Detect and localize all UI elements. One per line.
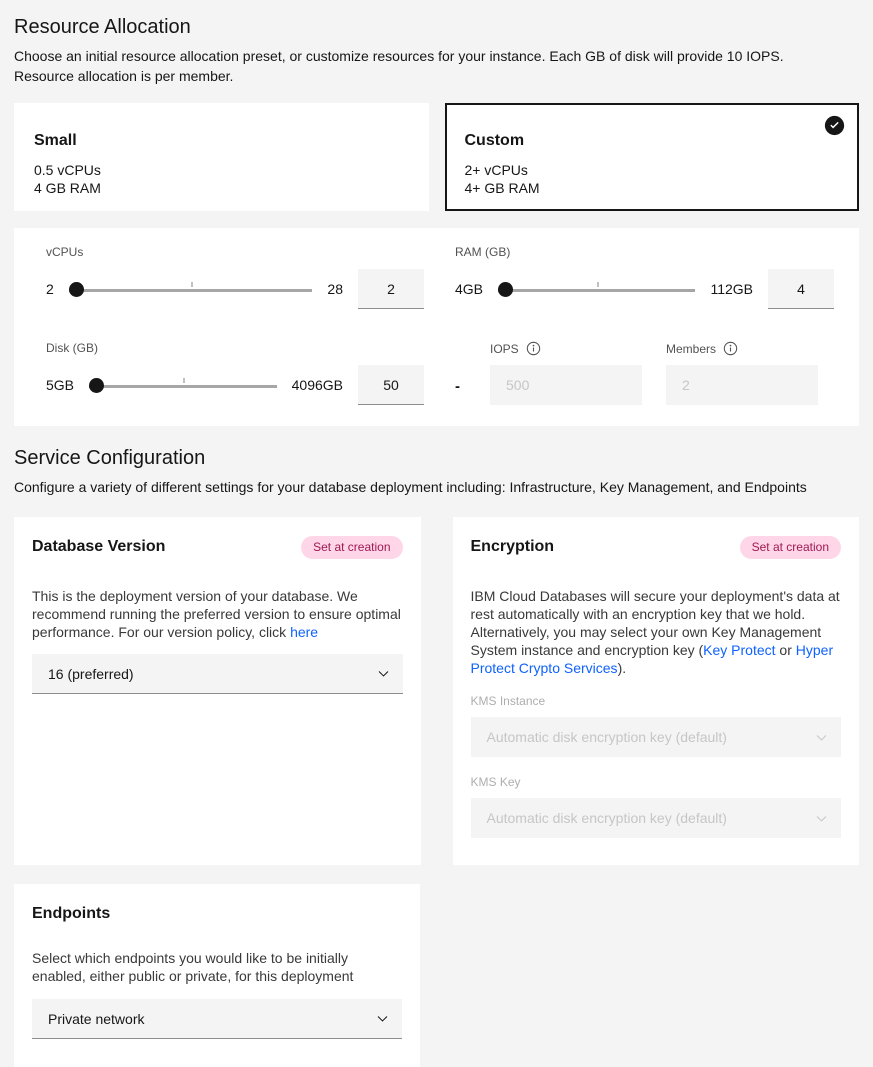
kms-key-dropdown	[471, 798, 842, 838]
preset-small-ram: 4 GB RAM	[34, 180, 101, 196]
chevron-down-icon	[815, 812, 828, 825]
ram-min-label: 4GB	[455, 281, 484, 297]
disk-slider-group	[46, 341, 424, 405]
service-configuration-cards	[14, 517, 859, 865]
ram-value-input[interactable]	[768, 269, 834, 309]
preset-custom-ram: 4+ GB RAM	[464, 180, 540, 196]
key-protect-link[interactable]: Key Protect	[703, 642, 776, 658]
vcpus-min-label: 2	[46, 281, 54, 297]
members-input	[666, 365, 818, 405]
disk-slider-handle[interactable]	[89, 378, 104, 393]
disk-track-line	[89, 385, 277, 388]
encryption-title: Encryption	[470, 538, 555, 555]
endpoints-dropdown-value: Private network	[48, 1010, 145, 1027]
resource-sliders-panel	[14, 228, 859, 426]
ram-slider-track[interactable]	[498, 281, 695, 298]
chevron-down-icon	[377, 667, 390, 680]
preset-small-title: Small	[34, 132, 77, 149]
ram-slider-group	[455, 245, 834, 309]
endpoints-title: Endpoints	[32, 905, 111, 922]
vcpus-track-tick	[191, 282, 193, 287]
preset-card-small[interactable]	[14, 103, 429, 211]
disk-track-tick	[183, 378, 185, 383]
service-configuration-description: Configure a variety of different settings for your database deployment including: Infrastructure, Key Management, and Endpoints	[14, 479, 807, 495]
resource-allocation-section	[14, 16, 859, 426]
members-group	[666, 341, 818, 405]
vcpus-label: vCPUs	[46, 245, 84, 259]
preset-small-vcpus: 0.5 vCPUs	[34, 162, 101, 178]
endpoints-dropdown[interactable]	[32, 999, 402, 1039]
encryption-description-part3: ).	[617, 660, 627, 676]
service-configuration-section	[14, 447, 859, 1067]
database-version-set-at-creation-badge: Set at creation	[301, 536, 402, 559]
members-label: Members	[666, 341, 717, 356]
vcpus-slider-track[interactable]	[69, 281, 313, 298]
hyper-protect-crypto-services-link[interactable]: Hyper Protect Crypto Services	[470, 642, 834, 676]
vcpus-track-line	[69, 289, 313, 292]
iops-members-group	[455, 341, 834, 405]
resource-allocation-description-line2: Resource allocation is per member.	[14, 68, 234, 84]
ram-max-label: 112GB	[710, 281, 753, 297]
version-policy-link[interactable]: here	[290, 624, 319, 640]
resource-allocation-description	[14, 46, 859, 86]
kms-instance-dropdown	[471, 717, 842, 757]
disk-value-input[interactable]	[358, 365, 424, 405]
disk-max-label: 4096GB	[291, 377, 343, 393]
preset-card-custom[interactable]	[445, 103, 860, 211]
vcpus-max-label: 28	[327, 281, 343, 297]
ram-label: RAM (GB)	[455, 245, 511, 259]
database-version-title: Database Version	[32, 538, 166, 555]
selected-checkmark-icon	[824, 115, 845, 136]
database-version-description-text: This is the deployment version of your database. We recommend running the preferred version to ensure optimal performance. For our version policy, click	[32, 588, 401, 640]
vcpus-slider-group	[46, 245, 424, 309]
members-info-icon[interactable]	[723, 341, 738, 356]
disk-label: Disk (GB)	[46, 341, 98, 355]
service-configuration-title: Service Configuration	[14, 447, 206, 469]
database-version-dropdown[interactable]	[32, 654, 403, 694]
disk-slider-track[interactable]	[89, 377, 277, 394]
iops-label: IOPS	[490, 341, 519, 356]
encryption-set-at-creation-badge: Set at creation	[740, 536, 841, 559]
ram-track-line	[498, 289, 695, 292]
encryption-description-part1: IBM Cloud Databases will secure your deployment's data at rest automatically with an encryption key that we hold. Alternatively, you may select your own Key Management System instance and encryption key (	[470, 588, 840, 658]
database-version-dropdown-value: 16 (preferred)	[48, 665, 134, 682]
database-version-card	[14, 517, 421, 865]
vcpus-slider-handle[interactable]	[69, 282, 84, 297]
database-version-description	[32, 587, 403, 641]
resource-allocation-title: Resource Allocation	[14, 16, 191, 38]
encryption-description-part2: or	[775, 642, 796, 658]
iops-input	[490, 365, 642, 405]
kms-instance-label: KMS Instance	[470, 694, 546, 708]
ram-track-tick	[597, 282, 599, 287]
encryption-card	[453, 517, 860, 865]
vcpus-value-input[interactable]	[358, 269, 424, 309]
disk-min-label: 5GB	[46, 377, 75, 393]
resource-allocation-description-line1: Choose an initial resource allocation preset, or customize resources for your instance. Each GB of disk will provide 10 IOPS.	[14, 48, 784, 64]
preset-custom-vcpus: 2+ vCPUs	[464, 162, 528, 178]
ram-slider-handle[interactable]	[498, 282, 513, 297]
chevron-down-icon	[815, 731, 828, 744]
iops-group	[490, 341, 642, 405]
chevron-down-icon	[376, 1012, 389, 1025]
preset-cards	[14, 103, 859, 211]
endpoints-card	[14, 884, 420, 1067]
kms-instance-dropdown-value: Automatic disk encryption key (default)	[486, 729, 727, 745]
encryption-description	[471, 587, 842, 677]
preset-custom-title: Custom	[464, 132, 525, 149]
kms-key-label: KMS Key	[470, 775, 521, 789]
kms-key-dropdown-value: Automatic disk encryption key (default)	[486, 810, 727, 826]
iops-info-icon[interactable]	[526, 341, 541, 356]
endpoints-description: Select which endpoints you would like to be initially enabled, either public or private, for this deployment	[32, 950, 354, 984]
disk-iops-dash: -	[455, 378, 460, 395]
